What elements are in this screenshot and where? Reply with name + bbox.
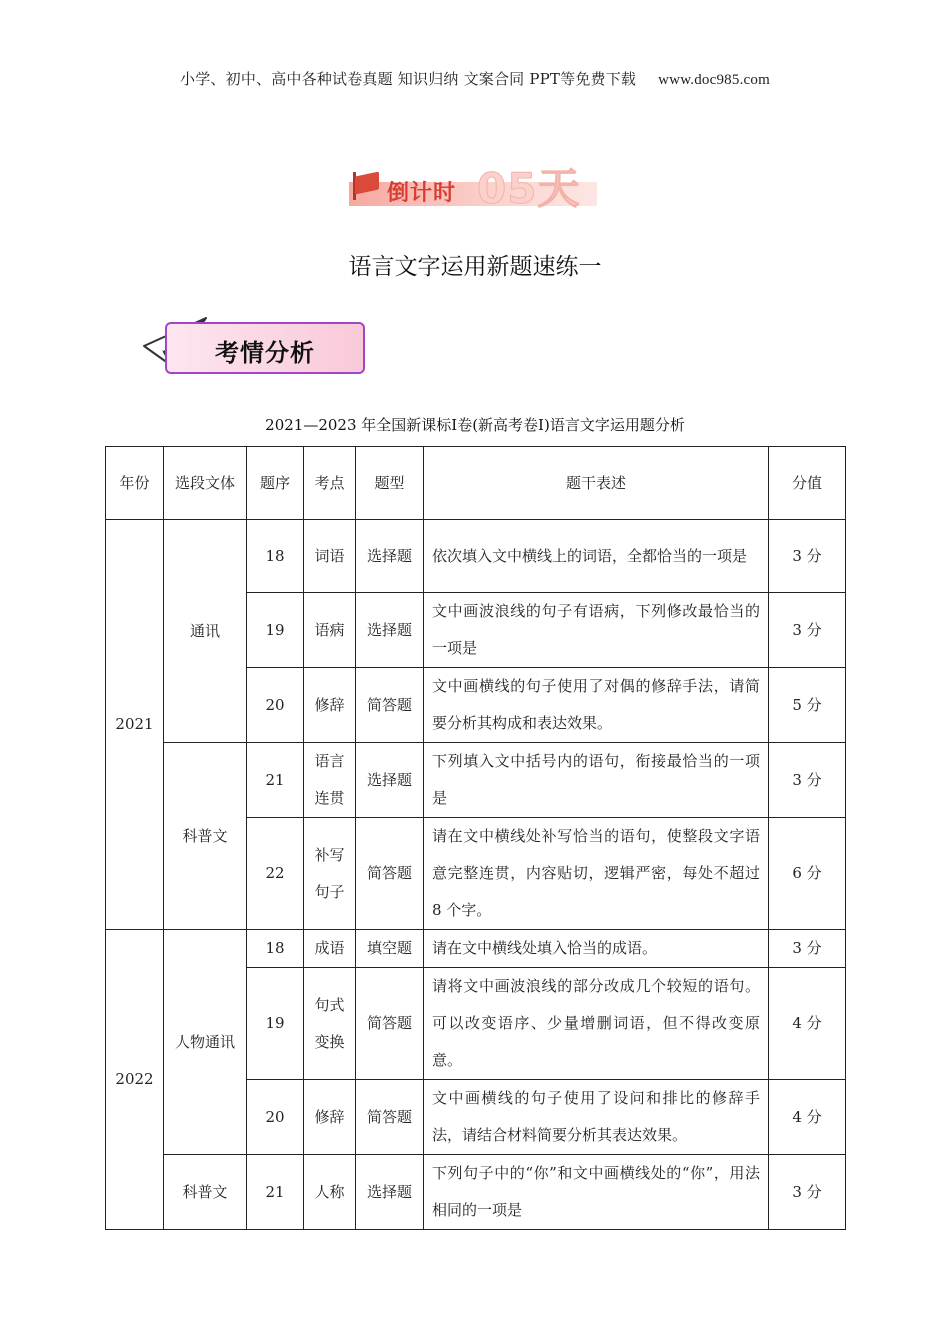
score-cell: 3 分 <box>769 743 846 818</box>
num-cell: 19 <box>247 968 304 1080</box>
type-cell: 简答题 <box>356 818 424 930</box>
point-cell: 修辞 <box>304 1080 356 1155</box>
header-num: 题序 <box>247 447 304 520</box>
year-cell: 2021 <box>106 520 164 930</box>
section-badge-label: 考情分析 <box>215 339 315 367</box>
desc-cell: 文中画横线的句子使用了对偶的修辞手法，请简要分析其构成和表达效果。 <box>424 668 769 743</box>
table-caption: 2021—2023 年全国新课标Ⅰ卷(新高考卷Ⅰ)语言文字运用题分析 <box>265 416 685 434</box>
point-cell: 语病 <box>304 593 356 668</box>
table-row <box>106 930 846 968</box>
point-cell: 修辞 <box>304 668 356 743</box>
page-header <box>0 68 950 89</box>
header-type: 题型 <box>356 447 424 520</box>
desc-cell: 依次填入文中横线上的词语，全都恰当的一项是 <box>424 520 769 593</box>
point-cell: 补写句子 <box>304 818 356 930</box>
header-genre: 选段文体 <box>164 447 247 520</box>
table-row <box>106 1155 846 1230</box>
section-badge <box>165 322 365 374</box>
point-cell: 成语 <box>304 930 356 968</box>
desc-cell: 下列句子中的“你”和文中画横线处的“你”，用法相同的一项是 <box>424 1155 769 1230</box>
page-title: 语言文字运用新题速练一 <box>348 254 602 280</box>
num-cell: 21 <box>247 1155 304 1230</box>
desc-cell: 文中画波浪线的句子有语病，下列修改最恰当的一项是 <box>424 593 769 668</box>
type-cell: 简答题 <box>356 668 424 743</box>
header-site-link[interactable]: www.doc985.com <box>658 72 770 88</box>
num-cell: 21 <box>247 743 304 818</box>
num-cell: 20 <box>247 668 304 743</box>
countdown-days: 05天 <box>477 164 581 213</box>
num-cell: 22 <box>247 818 304 930</box>
num-cell: 19 <box>247 593 304 668</box>
genre-cell: 科普文 <box>164 1155 247 1230</box>
header-year: 年份 <box>106 447 164 520</box>
header-desc: 题干表述 <box>424 447 769 520</box>
desc-cell: 请在文中横线处填入恰当的成语。 <box>424 930 769 968</box>
desc-cell: 文中画横线的句子使用了设问和排比的修辞手法，请结合材料简要分析其表达效果。 <box>424 1080 769 1155</box>
desc-cell: 请在文中横线处补写恰当的语句，使整段文字语意完整连贯，内容贴切，逻辑严密，每处不超过 8 个字。 <box>424 818 769 930</box>
score-cell: 3 分 <box>769 930 846 968</box>
desc-cell: 请将文中画波浪线的部分改成几个较短的语句。可以改变语序、少量增删词语，但不得改变原意。 <box>424 968 769 1080</box>
desc-cell: 下列填入文中括号内的语句，衔接最恰当的一项是 <box>424 743 769 818</box>
countdown-banner <box>347 152 603 213</box>
score-cell: 3 分 <box>769 520 846 593</box>
num-cell: 18 <box>247 520 304 593</box>
type-cell: 简答题 <box>356 1080 424 1155</box>
type-cell: 选择题 <box>356 593 424 668</box>
point-cell: 人称 <box>304 1155 356 1230</box>
countdown-label: 倒计时 <box>387 181 457 206</box>
table-row <box>106 743 846 818</box>
score-cell: 4 分 <box>769 968 846 1080</box>
year-cell: 2022 <box>106 930 164 1230</box>
score-cell: 5 分 <box>769 668 846 743</box>
genre-cell: 科普文 <box>164 743 247 930</box>
type-cell: 简答题 <box>356 968 424 1080</box>
header-point: 考点 <box>304 447 356 520</box>
header-text: 小学、初中、高中各种试卷真题 知识归纳 文案合同 PPT等免费下载 <box>180 70 637 88</box>
score-cell: 3 分 <box>769 593 846 668</box>
genre-cell: 通讯 <box>164 520 247 743</box>
point-cell: 词语 <box>304 520 356 593</box>
genre-cell: 人物通讯 <box>164 930 247 1155</box>
point-cell: 语言连贯 <box>304 743 356 818</box>
score-cell: 6 分 <box>769 818 846 930</box>
score-cell: 4 分 <box>769 1080 846 1155</box>
score-cell: 3 分 <box>769 1155 846 1230</box>
table-row <box>106 520 846 593</box>
table-header-row <box>106 447 846 520</box>
type-cell: 选择题 <box>356 520 424 593</box>
type-cell: 选择题 <box>356 743 424 818</box>
type-cell: 填空题 <box>356 930 424 968</box>
analysis-table <box>105 446 846 1230</box>
num-cell: 20 <box>247 1080 304 1155</box>
header-score: 分值 <box>769 447 846 520</box>
num-cell: 18 <box>247 930 304 968</box>
type-cell: 选择题 <box>356 1155 424 1230</box>
point-cell: 句式变换 <box>304 968 356 1080</box>
